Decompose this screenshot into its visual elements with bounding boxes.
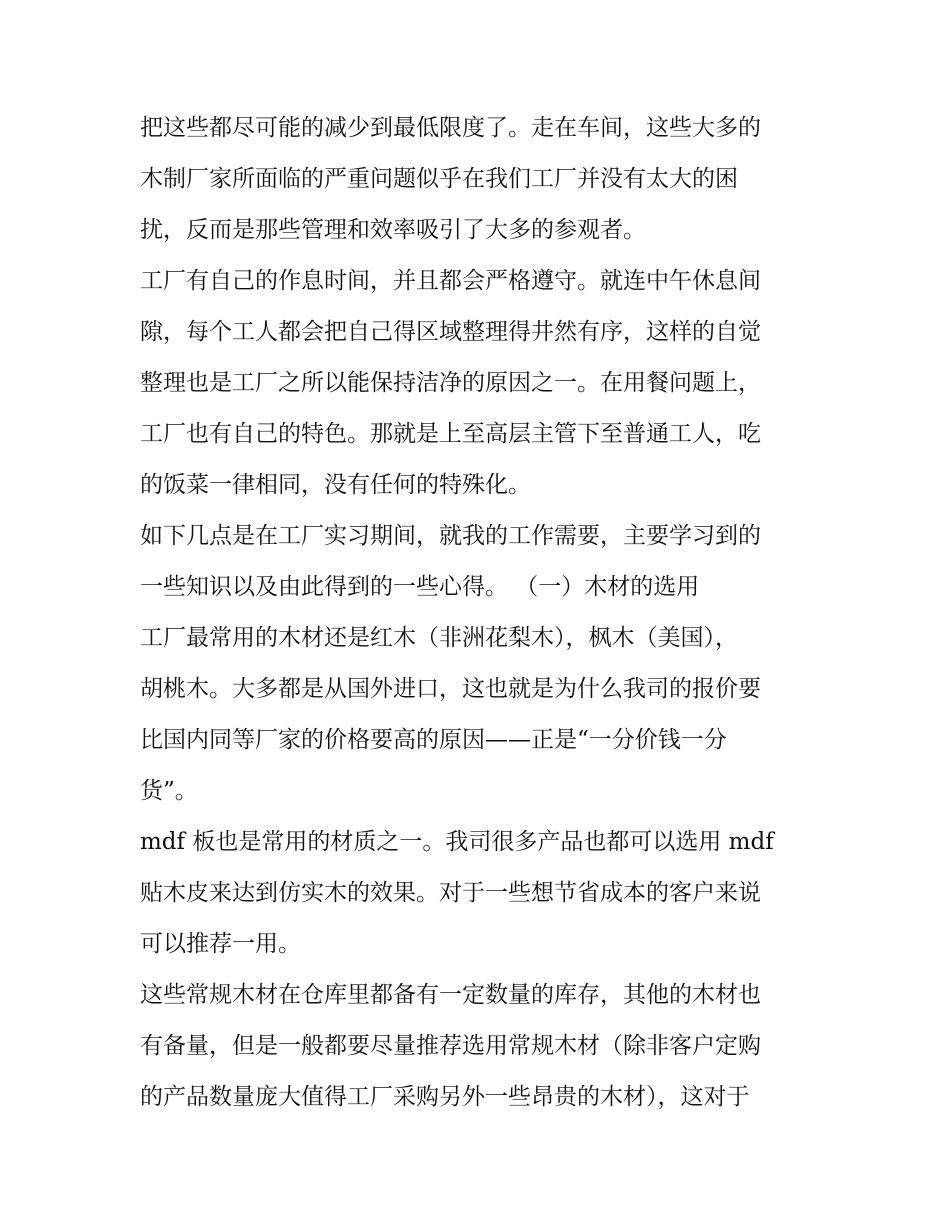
text-line: 把这些都尽可能的减少到最低限度了。走在车间，这些大多的 — [140, 115, 761, 141]
paragraph-workshop — [140, 103, 812, 256]
text-line: 隙，每个工人都会把自己得区域整理得井然有序，这样的自觉 — [140, 319, 761, 345]
text-line: 的饭菜一律相同，没有任何的特殊化。 — [140, 472, 531, 498]
text-line: 这些常规木材在仓库里都备有一定数量的库存，其他的木材也 — [140, 982, 761, 1008]
text-line: mdf 板也是常用的材质之一。我司很多产品也都可以选用 mdf — [140, 829, 774, 855]
text-line: 工厂也有自己的特色。那就是上至高层主管下至普通工人，吃 — [140, 421, 761, 447]
paragraph-intro-points — [140, 511, 812, 613]
text-line: 可以推荐一用。 — [140, 931, 301, 957]
paragraph-schedule — [140, 256, 812, 511]
text-line: 工厂最常用的木材还是红木（非洲花梨木），枫木（美国）， — [140, 625, 738, 651]
text-line: 工厂有自己的作息时间，并且都会严格遵守。就连中午休息间 — [140, 268, 761, 294]
text-line: 的产品数量庞大值得工厂采购另外一些昂贵的木材），这对于 — [140, 1084, 750, 1110]
text-line: 比国内同等厂家的价格要高的原因——正是“一分价钱一分 — [140, 727, 727, 753]
document-page — [140, 103, 812, 1123]
text-line: 整理也是工厂之所以能保持洁净的原因之一。在用餐问题上， — [140, 370, 761, 396]
text-line: 扰，反而是那些管理和效率吸引了大多的参观者。 — [140, 217, 646, 243]
text-line: 货”。 — [140, 778, 198, 804]
text-line: 胡桃木。大多都是从国外进口，这也就是为什么我司的报价要 — [140, 676, 761, 702]
paragraph-common-woods — [140, 613, 812, 817]
text-line: 一些知识以及由此得到的一些心得。 （一）木材的选用 — [140, 574, 700, 600]
paragraph-mdf — [140, 817, 812, 970]
text-line: 如下几点是在工厂实习期间，就我的工作需要，主要学习到的 — [140, 523, 761, 549]
paragraph-inventory — [140, 970, 812, 1123]
text-line: 有备量，但是一般都要尽量推荐选用常规木材（除非客户定购 — [140, 1033, 761, 1059]
text-line: 木制厂家所面临的严重问题似乎在我们工厂并没有太大的困 — [140, 166, 738, 192]
text-line: 贴木皮来达到仿实木的效果。对于一些想节省成本的客户来说 — [140, 880, 761, 906]
